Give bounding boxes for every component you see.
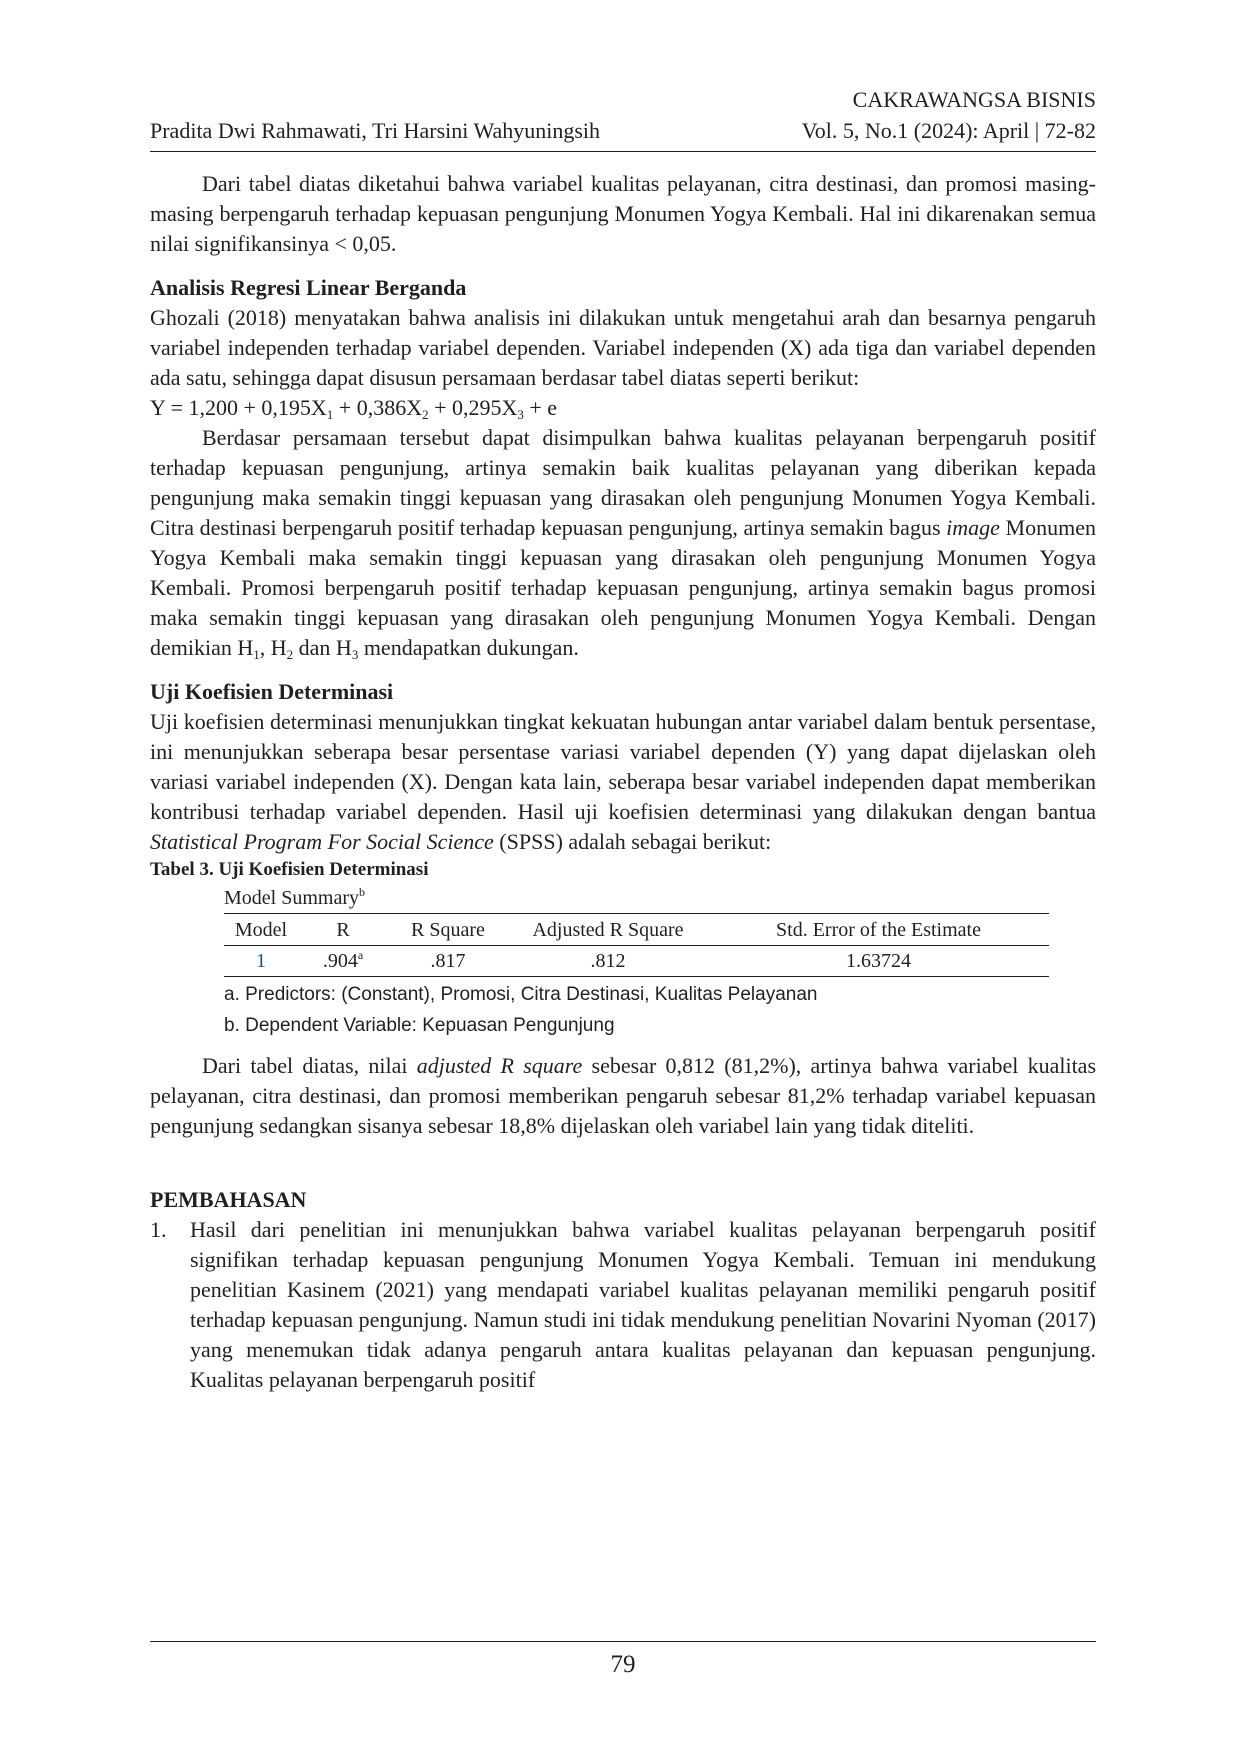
- page-number: 79: [610, 1651, 636, 1678]
- table-caption: Tabel 3. Uji Koefisien Determinasi: [150, 859, 429, 880]
- footer-rule: [150, 1641, 1096, 1642]
- model-summary-table: [224, 913, 1049, 977]
- table-note-predictors: a. Predictors: (Constant), Promosi, Citra Destinasi, Kualitas Pelayanan: [224, 984, 818, 1005]
- model-summary-table-block: [224, 883, 1049, 1041]
- table-header-row: [224, 914, 1049, 946]
- table-row: [224, 946, 1049, 977]
- list-number: 1.: [150, 1217, 167, 1242]
- cell-adjusted-r-square: .812: [508, 946, 708, 977]
- list-item: [150, 1215, 1096, 1395]
- col-header-r: R: [298, 914, 388, 946]
- header-rule: [150, 151, 1096, 152]
- running-header: [150, 117, 1096, 145]
- cell-model: 1: [224, 946, 298, 977]
- adjusted-r-paragraph: Dari tabel diatas, nilai adjusted R square sebesar 0,812 (81,2%), artinya bahwa variabel kualitas pelayanan, citra destinasi, dan promosi memberikan pengaruh sebesar 81,2% terhadap variabel kepuasan pengunjung sedangkan sisanya sebesar 18,8% dijelaskan oleh variabel lain yang tidak diteliti.: [150, 1053, 1097, 1138]
- col-header-adjusted-r-square: Adjusted R Square: [508, 914, 708, 946]
- section-heading-regresi: Analisis Regresi Linear Berganda: [150, 275, 467, 300]
- col-header-model: Model: [224, 914, 298, 946]
- col-header-std-error: Std. Error of the Estimate: [708, 914, 1049, 946]
- col-header-r-square: R Square: [388, 914, 508, 946]
- table-title: Model Summary$^b$: [224, 885, 365, 909]
- cell-r: .904$^a$: [298, 946, 388, 977]
- header-volume: Vol. 5, No.1 (2024): April | 72-82: [801, 118, 1096, 143]
- regresi-paragraph: Ghozali (2018) menyatakan bahwa analisis ini dilakukan untuk mengetahui arah dan besarnya pengaruh variabel independen terhadap variabel dependen. Variabel independen (X) ada tiga dan variabel dependen ada satu, sehingga dapat disusun persamaan berdasar tabel diatas seperti berikut:: [150, 305, 1096, 390]
- section-heading-pembahasan: PEMBAHASAN: [150, 1187, 307, 1212]
- regression-equation: $Y = 1,200 + 0,195X_1 + 0,386X_2 + 0,295X_3 + e$: [150, 395, 558, 422]
- page-body: [150, 169, 1096, 1395]
- header-authors: Pradita Dwi Rahmawati, Tri Harsini Wahyuningsih: [150, 118, 601, 143]
- determinasi-paragraph: Uji koefisien determinasi menunjukkan tingkat kekuatan hubungan antar variabel dalam bentuk persentase, ini menunjukkan seberapa besar persentase variasi variabel dependen (Y) yang dapat dijelaskan oleh variasi variabel independen (X). Dengan kata lain, seberapa besar variabel independen dapat memberikan kontribusi terhadap variabel dependen. Hasil uji koefisien determinasi yang dilakukan dengan bantua Statistical Program For Social Science (SPSS) adalah sebagai berikut:: [150, 709, 1096, 854]
- journal-name: CAKRAWANGSA BISNIS: [852, 87, 1096, 112]
- section-heading-determinasi: Uji Koefisien Determinasi: [150, 679, 394, 704]
- journal-page: [150, 0, 1096, 1754]
- cell-r-square: .817: [388, 946, 508, 977]
- table-note-dependent: b. Dependent Variable: Kepuasan Pengunjung: [224, 1015, 615, 1036]
- cell-std-error: 1.63724: [708, 946, 1049, 977]
- list-text: Hasil dari penelitian ini menunjukkan bahwa variabel kualitas pelayanan berpengaruh positif signifikan terhadap kepuasan pengunjung Monumen Yogya Kembali. Temuan ini mendukung penelitian Kasinem (2021) yang mendapati variabel kualitas pelayanan memiliki pengaruh positif terhadap kepuasan pengunjung. Namun studi ini tidak mendukung penelitian Novarini Nyoman (2017) yang menemukan tidak adanya pengaruh antara kualitas pelayanan dan kepuasan pengunjung. Kualitas pelayanan berpengaruh positif: [190, 1217, 1096, 1392]
- interpretation-paragraph: Berdasar persamaan tersebut dapat disimpulkan bahwa kualitas pelayanan berpengaruh positif terhadap kepuasan pengunjung, artinya semakin baik kualitas pelayanan yang diberikan kepada pengunjung maka semakin tinggi kepuasan yang dirasakan oleh pengunjung Monumen Yogya Kembali. Citra destinasi berpengaruh positif terhadap kepuasan pengunjung, artinya semakin bagus image Monumen Yogya Kembali maka semakin tinggi kepuasan yang dirasakan oleh pengunjung Monumen Yogya Kembali. Promosi berpengaruh positif terhadap kepuasan pengunjung, artinya semakin bagus promosi maka semakin tinggi kepuasan yang dirasakan oleh pengunjung Monumen Yogya Kembali. Dengan demikian $H_1$, $H_2$ dan $H_3$ mendapatkan dukungan.: [150, 425, 1096, 662]
- intro-paragraph: Dari tabel diatas diketahui bahwa variabel kualitas pelayanan, citra destinasi, dan promosi masing-masing berpengaruh terhadap kepuasan pengunjung Monumen Yogya Kembali. Hal ini dikarenakan semua nilai signifikansinya < 0,05.: [150, 171, 1096, 256]
